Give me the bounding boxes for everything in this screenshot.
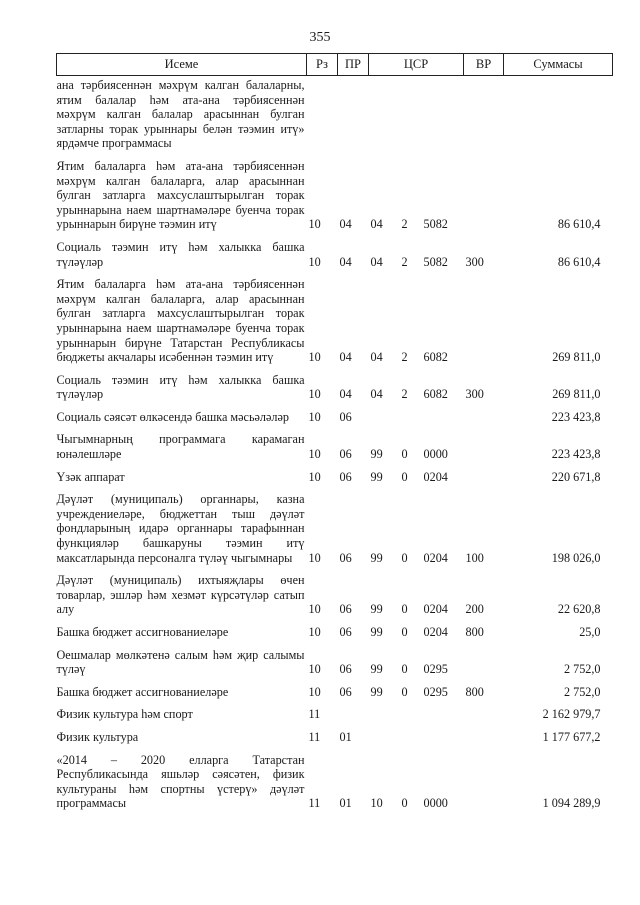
row-rz: 10 — [308, 550, 321, 565]
row-csr-direction: 0204 — [423, 469, 448, 484]
row-name: Башка бюджет ассигнованиеләре — [56, 625, 229, 639]
row-csr-program: 99 — [370, 447, 383, 462]
row-vr: 300 — [465, 387, 484, 402]
table-row — [57, 462, 613, 485]
row-pr: 01 — [339, 729, 352, 744]
row-rz: 10 — [308, 684, 321, 699]
row-csr-program: 04 — [370, 217, 383, 232]
row-sum: 223 423,8 — [551, 447, 601, 462]
row-vr — [464, 640, 504, 677]
row-csr-program — [369, 722, 400, 745]
row-pr: 06 — [339, 447, 352, 462]
row-name: Чыгымнарның программага карамаган юнәлешләре — [56, 432, 305, 462]
row-rz — [307, 76, 338, 151]
row-name: Физик культура һәм спорт — [56, 707, 193, 722]
row-pr: 06 — [339, 602, 352, 617]
row-sum: 1 094 289,9 — [542, 796, 601, 811]
row-csr-program: 99 — [370, 684, 383, 699]
table-row — [57, 722, 613, 745]
row-vr — [464, 76, 504, 151]
row-csr-direction — [422, 402, 464, 425]
row-csr-direction: 0295 — [423, 684, 448, 699]
row-pr: 04 — [339, 350, 352, 365]
row-name: Башка бюджет ассигнованиеләре — [56, 684, 229, 699]
row-name: Дәүләт (муниципаль) ихтыяҗлары өчен товарлар, эшләр һәм хезмәт күрсәтүләр сатып алу — [56, 573, 305, 617]
table-row — [57, 365, 613, 402]
budget-table — [56, 53, 613, 811]
row-rz: 10 — [308, 254, 321, 269]
row-rz: 10 — [308, 447, 321, 462]
row-csr-subprogram: 0 — [401, 602, 408, 617]
row-csr-direction: 5082 — [423, 217, 448, 232]
row-csr-subprogram: 0 — [401, 662, 408, 677]
row-name: Ятим балаларга һәм ата-ана тәрбиясеннән мәхрүм калган балаларга, алар арасыннан булган затларга махсуслаштырылган торак урыннарына наем шартнамәләре буенча торак урыннарын бирүне Татарстан Республикасы бюджеты акчалары исәбеннән тәэмин итү — [56, 277, 305, 365]
row-vr — [464, 424, 504, 461]
header-name: Исеме — [57, 54, 307, 76]
row-sum: 86 610,4 — [557, 217, 601, 232]
row-pr: 04 — [339, 254, 352, 269]
row-name: Физик культура — [56, 729, 139, 744]
row-csr-subprogram: 2 — [401, 387, 408, 402]
row-csr-direction: 0295 — [423, 662, 448, 677]
row-vr — [464, 402, 504, 425]
row-rz: 10 — [308, 602, 321, 617]
row-sum — [504, 76, 613, 151]
header-csr: ЦСР — [369, 54, 464, 76]
table-row — [57, 232, 613, 269]
row-vr — [464, 151, 504, 232]
row-csr-direction: 5082 — [423, 254, 448, 269]
row-csr-program: 04 — [370, 387, 383, 402]
row-pr: 06 — [339, 684, 352, 699]
row-name: Социаль сәясәт өлкәсендә башка мәсьәләләр — [56, 409, 290, 424]
row-vr — [464, 722, 504, 745]
row-rz: 10 — [308, 625, 321, 639]
row-csr-subprogram: 0 — [401, 550, 408, 565]
row-csr-program — [369, 699, 400, 722]
row-sum: 86 610,4 — [557, 254, 601, 269]
header-vr: ВР — [464, 54, 504, 76]
row-sum: 223 423,8 — [551, 409, 601, 424]
header-rz: Рз — [307, 54, 338, 76]
row-csr-program: 10 — [370, 796, 383, 811]
row-sum: 220 671,8 — [551, 469, 601, 484]
row-pr: 06 — [339, 662, 352, 677]
row-csr-program: 04 — [370, 350, 383, 365]
row-csr-subprogram — [400, 722, 422, 745]
row-rz: 10 — [308, 217, 321, 232]
row-csr-subprogram — [400, 76, 422, 151]
row-csr-program — [369, 76, 400, 151]
row-rz: 10 — [308, 409, 321, 424]
row-name: «2014 – 2020 елларга Татарстан Республикасында яшьләр сәясәтен, физик культураны һәм спортны үстерү» дәүләт программасы — [56, 752, 305, 811]
row-csr-subprogram — [400, 699, 422, 722]
row-name: ана тәрбиясеннән мәхрүм калган балаларны, ятим балалар һәм ата-ана тәрбиясеннән мәхрүм калган балалар арасыннан булган затларны торак урыннары белән тәэмин итү» ярдәмче программасы — [56, 78, 305, 151]
row-pr: 06 — [339, 550, 352, 565]
row-sum: 1 177 677,2 — [542, 729, 601, 744]
header-sum: Суммасы — [504, 54, 613, 76]
row-csr-program: 99 — [370, 469, 383, 484]
row-csr-subprogram: 0 — [401, 684, 408, 699]
row-rz: 10 — [308, 469, 321, 484]
row-csr-direction — [422, 76, 464, 151]
row-rz: 11 — [308, 729, 321, 744]
row-name: Социаль тәэмин итү һәм халыкка башка түләүләр — [56, 239, 305, 269]
table-row — [57, 402, 613, 425]
row-vr: 200 — [465, 602, 484, 617]
table-row — [57, 484, 613, 565]
row-csr-subprogram: 0 — [401, 447, 408, 462]
row-csr-program: 99 — [370, 662, 383, 677]
row-vr — [464, 269, 504, 365]
table-header — [57, 54, 613, 76]
table-row — [57, 640, 613, 677]
row-sum: 269 811,0 — [552, 350, 601, 365]
table-row — [57, 151, 613, 232]
row-vr — [464, 745, 504, 811]
row-vr: 800 — [465, 625, 484, 639]
row-vr: 800 — [465, 684, 484, 699]
row-csr-direction: 6082 — [423, 387, 448, 402]
header-pr: ПР — [338, 54, 369, 76]
row-pr: 06 — [339, 625, 352, 639]
row-pr: 04 — [339, 217, 352, 232]
row-csr-direction — [422, 699, 464, 722]
row-pr — [338, 76, 369, 151]
row-pr: 01 — [339, 796, 352, 811]
row-csr-subprogram: 0 — [401, 469, 408, 484]
row-rz: 11 — [308, 796, 321, 811]
row-vr — [464, 462, 504, 485]
row-csr-direction — [422, 722, 464, 745]
row-sum: 269 811,0 — [552, 387, 601, 402]
row-csr-direction: 0204 — [423, 550, 448, 565]
row-sum: 2 752,0 — [563, 662, 601, 677]
row-rz: 10 — [308, 662, 321, 677]
row-name: Үзәк аппарат — [56, 469, 125, 484]
row-sum: 25,0 — [579, 625, 601, 639]
row-name: Дәүләт (муниципаль) органнары, казна учреждениеләре, бюджеттан тыш дәүләт фондларының идарә органнары тарафыннан функцияләр башкаруны тәэмин итү максатларында персоналга түләү чыгымнары — [56, 492, 305, 565]
row-name: Оешмалар мөлкәтенә салым һәм җир салымы түләү — [56, 647, 305, 677]
row-csr-program: 99 — [370, 550, 383, 565]
table-row — [57, 269, 613, 365]
row-rz: 11 — [308, 707, 321, 722]
row-csr-direction: 0000 — [423, 796, 448, 811]
row-pr — [338, 699, 369, 722]
table-row — [57, 565, 613, 617]
row-vr: 300 — [465, 254, 484, 269]
row-rz: 10 — [308, 387, 321, 402]
row-csr-subprogram: 2 — [401, 254, 408, 269]
page-number: 355 — [309, 30, 331, 45]
row-csr-program: 04 — [370, 254, 383, 269]
table-row — [57, 745, 613, 811]
row-csr-direction: 0204 — [423, 602, 448, 617]
table-row — [57, 76, 613, 151]
row-csr-subprogram: 2 — [401, 350, 408, 365]
row-csr-program: 99 — [370, 602, 383, 617]
table-row — [57, 699, 613, 722]
row-vr: 100 — [465, 550, 484, 565]
row-sum: 22 620,8 — [557, 602, 601, 617]
row-name: Социаль тәэмин итү һәм халыкка башка түләүләр — [56, 372, 305, 402]
row-rz: 10 — [308, 350, 321, 365]
row-csr-program — [369, 402, 400, 425]
row-sum: 2 752,0 — [563, 684, 601, 699]
row-csr-subprogram: 2 — [401, 217, 408, 232]
row-sum: 2 162 979,7 — [542, 707, 601, 722]
row-csr-program: 99 — [370, 625, 383, 639]
table-body — [57, 76, 613, 811]
row-csr-direction: 0204 — [423, 625, 448, 639]
table-row — [57, 617, 613, 640]
row-vr — [464, 699, 504, 722]
table-row — [57, 677, 613, 700]
row-name: Ятим балаларга һәм ата-ана тәрбиясеннән мәхрүм калган балаларга, алар арасыннан булган затларга махсуслаштырылган торак урыннарына наем шартнамәләре буенча торак урыннарын бирүне тәэмин итү — [56, 158, 305, 232]
row-pr: 06 — [339, 409, 352, 424]
row-pr: 06 — [339, 469, 352, 484]
row-csr-direction: 6082 — [423, 350, 448, 365]
row-csr-subprogram: 0 — [401, 796, 408, 811]
row-sum: 198 026,0 — [551, 550, 601, 565]
row-pr: 04 — [339, 387, 352, 402]
row-csr-subprogram: 0 — [401, 625, 408, 639]
row-csr-direction: 0000 — [423, 447, 448, 462]
row-csr-subprogram — [400, 402, 422, 425]
table-row — [57, 424, 613, 461]
